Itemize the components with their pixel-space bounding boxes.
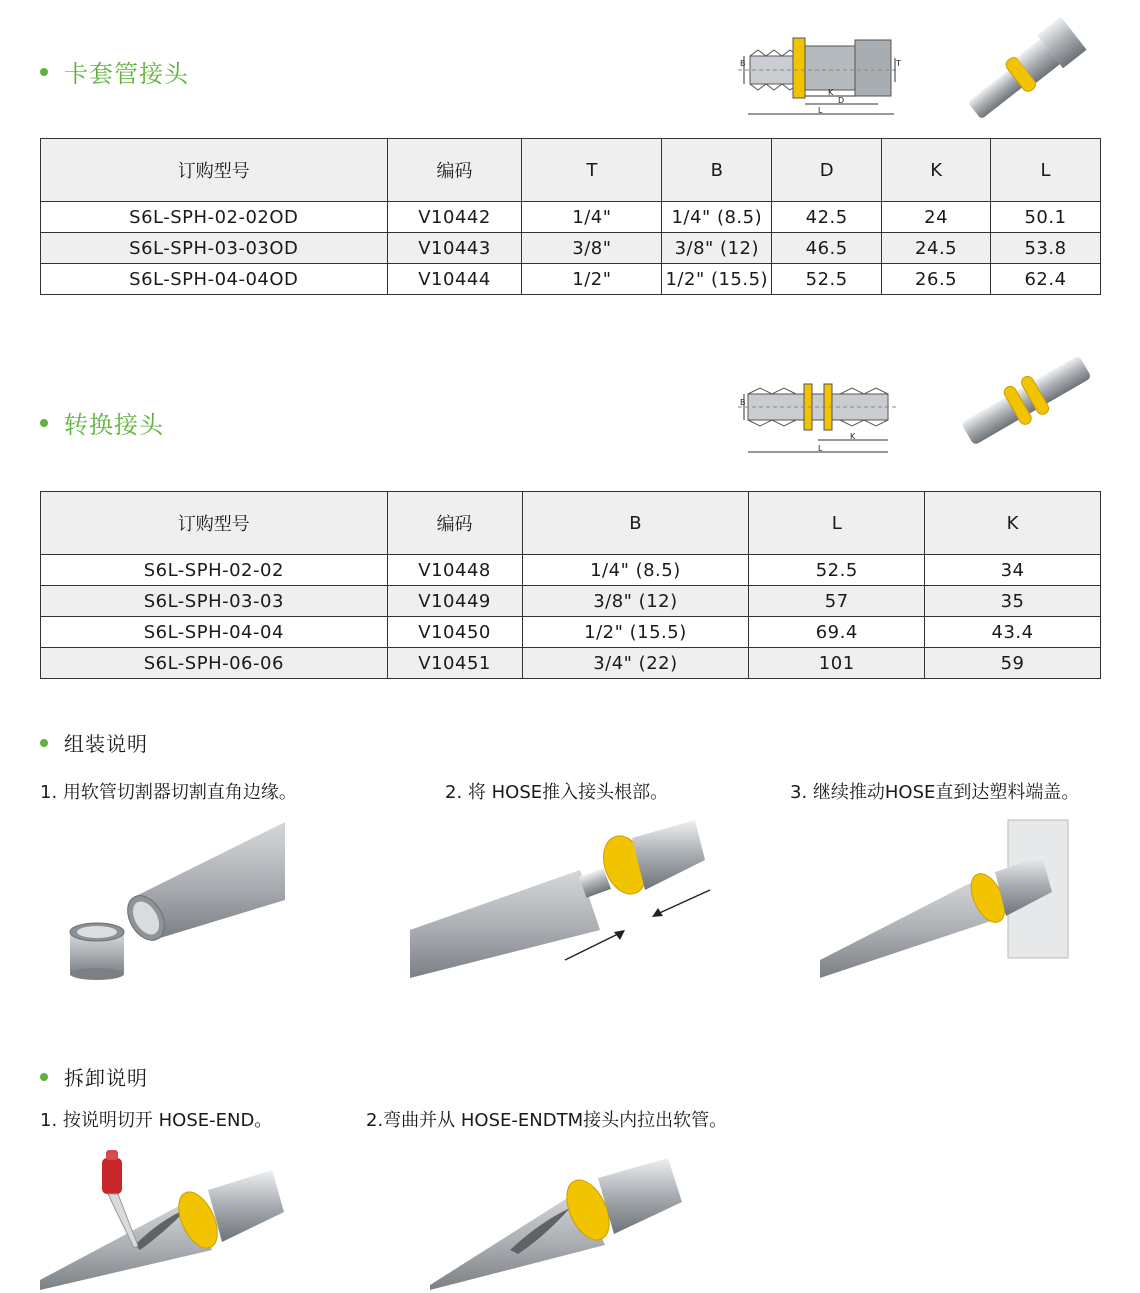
table-cell: V10450: [387, 617, 522, 648]
table-cell: 1/2" (15.5): [662, 264, 772, 295]
section-title-text: 转换接头: [64, 411, 164, 439]
section-title-ferrule-fitting: [40, 54, 189, 89]
ferrule-fitting-table: [40, 138, 1101, 295]
table-cell: 52.5: [749, 555, 925, 586]
col-header: 编码: [387, 139, 522, 202]
bullet-icon: [40, 1073, 48, 1081]
table-header-row: [41, 492, 1101, 555]
section-title-text: 拆卸说明: [64, 1066, 148, 1090]
table-cell: 1/4": [522, 202, 662, 233]
table-cell: S6L-SPH-03-03: [41, 586, 388, 617]
assembly-illustration-cut: [60, 820, 290, 980]
table-cell: 43.4: [925, 617, 1101, 648]
disassembly-step-2: 2.弯曲并从 HOSE-ENDTM接头内拉出软管。: [366, 1110, 728, 1131]
section-title-text: 卡套管接头: [64, 60, 189, 88]
table-cell: 46.5: [772, 233, 882, 264]
ferrule-fitting-drawing: [738, 28, 908, 124]
table-row: [41, 617, 1101, 648]
table-cell: 52.5: [772, 264, 882, 295]
section-title-disassembly: [40, 1062, 148, 1091]
table-cell: S6L-SPH-02-02: [41, 555, 388, 586]
col-header: B: [662, 139, 772, 202]
table-cell: 3/8" (12): [522, 586, 749, 617]
col-header: B: [522, 492, 749, 555]
col-header: K: [882, 139, 991, 202]
table-cell: S6L-SPH-06-06: [41, 648, 388, 679]
dim-label-k: K: [850, 432, 856, 441]
disassembly-illustration-pull: [430, 1150, 700, 1290]
table-cell: 59: [925, 648, 1101, 679]
table-row: [41, 264, 1101, 295]
table-cell: S6L-SPH-04-04: [41, 617, 388, 648]
table-cell: 42.5: [772, 202, 882, 233]
disassembly-illustration-cut: [40, 1150, 290, 1290]
col-header: 订购型号: [41, 139, 388, 202]
col-header: T: [522, 139, 662, 202]
dim-label-d: D: [838, 96, 845, 105]
table-cell: S6L-SPH-04-04OD: [41, 264, 388, 295]
ferrule-fitting-photo: [950, 10, 1100, 125]
assembly-illustration-push: [410, 820, 720, 980]
dim-label-b: B: [740, 59, 746, 68]
adapter-drawing: [738, 378, 900, 458]
col-header: L: [991, 139, 1101, 202]
table-cell: 62.4: [991, 264, 1101, 295]
assembly-step-1: 1. 用软管切割器切割直角边缘。: [40, 782, 297, 803]
table-cell: 3/8" (12): [662, 233, 772, 264]
table-cell: 26.5: [882, 264, 991, 295]
table-row: [41, 648, 1101, 679]
table-row: [41, 233, 1101, 264]
col-header: 编码: [387, 492, 522, 555]
table-cell: 3/4" (22): [522, 648, 749, 679]
table-cell: 1/4" (8.5): [522, 555, 749, 586]
dim-label-l: L: [818, 106, 823, 115]
table-cell: 53.8: [991, 233, 1101, 264]
col-header: L: [749, 492, 925, 555]
dim-label-t: T: [896, 59, 901, 68]
table-cell: 1/4" (8.5): [662, 202, 772, 233]
table-cell: V10451: [387, 648, 522, 679]
table-row: [41, 555, 1101, 586]
table-cell: V10448: [387, 555, 522, 586]
table-cell: V10449: [387, 586, 522, 617]
table-cell: 24.5: [882, 233, 991, 264]
table-cell: S6L-SPH-02-02OD: [41, 202, 388, 233]
table-cell: 24: [882, 202, 991, 233]
dim-label-b: B: [740, 398, 746, 407]
assembly-illustration-finish: [820, 820, 1070, 980]
assembly-step-3: 3. 继续推动HOSE直到达塑料端盖。: [790, 782, 1080, 803]
adapter-table: [40, 491, 1101, 679]
adapter-photo: [950, 340, 1100, 460]
table-cell: 57: [749, 586, 925, 617]
table-cell: V10443: [387, 233, 522, 264]
section-title-adapter: [40, 405, 164, 440]
section-title-text: 组装说明: [64, 732, 148, 756]
table-cell: 101: [749, 648, 925, 679]
table-cell: 50.1: [991, 202, 1101, 233]
assembly-step-2: 2. 将 HOSE推入接头根部。: [445, 782, 669, 803]
table-cell: 3/8": [522, 233, 662, 264]
table-cell: S6L-SPH-03-03OD: [41, 233, 388, 264]
section-title-assembly: [40, 728, 148, 757]
table-cell: V10442: [387, 202, 522, 233]
table-cell: V10444: [387, 264, 522, 295]
table-row: [41, 202, 1101, 233]
bullet-icon: [40, 739, 48, 747]
table-header-row: [41, 139, 1101, 202]
bullet-icon: [40, 68, 48, 76]
bullet-icon: [40, 419, 48, 427]
table-cell: 1/2": [522, 264, 662, 295]
table-cell: 34: [925, 555, 1101, 586]
table-cell: 1/2" (15.5): [522, 617, 749, 648]
table-cell: 35: [925, 586, 1101, 617]
table-cell: 69.4: [749, 617, 925, 648]
dim-label-l: L: [818, 444, 823, 453]
col-header: 订购型号: [41, 492, 388, 555]
col-header: D: [772, 139, 882, 202]
dim-label-k: K: [828, 88, 834, 97]
table-row: [41, 586, 1101, 617]
col-header: K: [925, 492, 1101, 555]
disassembly-step-1: 1. 按说明切开 HOSE-END。: [40, 1110, 273, 1131]
